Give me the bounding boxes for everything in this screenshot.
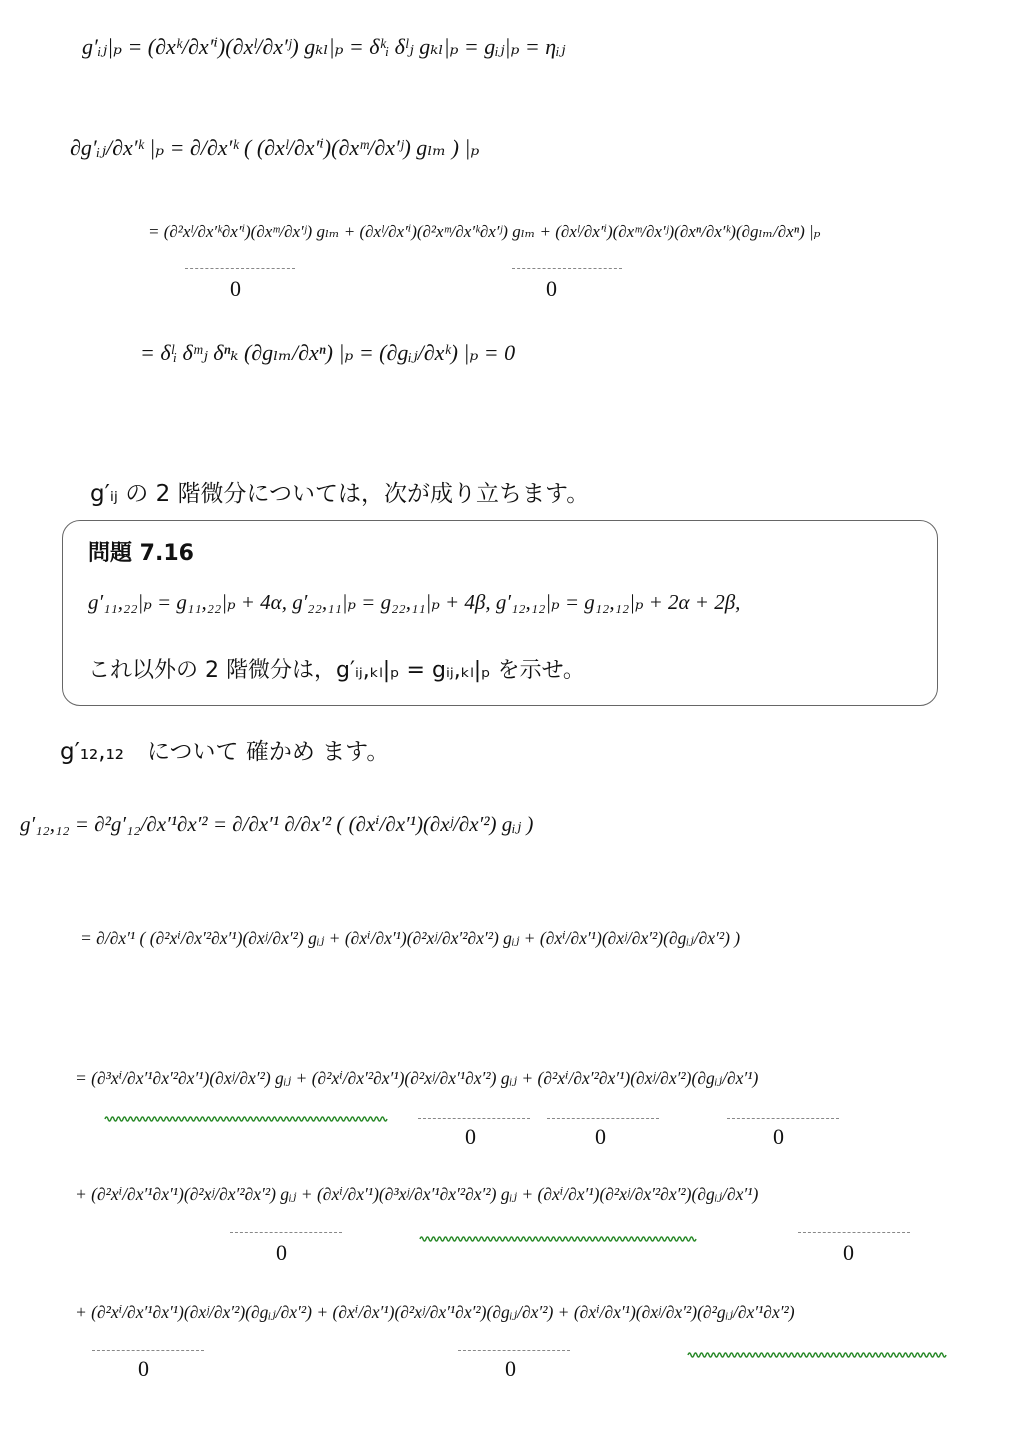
equation-expansion-line3: + (∂²xⁱ/∂x′¹∂x′¹)(∂xʲ/∂x′²)(∂gᵢⱼ/∂x′²) + (∂xⁱ/∂x′¹)(∂²xʲ/∂x′¹∂x′²)(∂gᵢⱼ/∂x′²) + (∂xⁱ/∂x′¹)(∂xʲ/∂x′²)(∂²gᵢⱼ/∂x′¹∂x′²) [75, 1302, 795, 1322]
zero-label: 0 [595, 1124, 606, 1149]
wavy-underline [420, 1234, 695, 1244]
dashed-underline [458, 1350, 570, 1351]
equation-second-derivative-step: = ∂/∂x′¹ ( (∂²xⁱ/∂x′²∂x′¹)(∂xʲ/∂x′²) gᵢⱼ + (∂xⁱ/∂x′¹)(∂²xʲ/∂x′²∂x′²) gᵢⱼ + (∂xⁱ/∂x′¹)(∂xʲ/∂x′²)(∂gᵢⱼ/∂x′²) ) [80, 928, 741, 948]
dashed-underline [185, 268, 295, 269]
zero-label: 0 [276, 1240, 287, 1265]
equation-first-derivative-expanded: = (∂²xˡ/∂x′ᵏ∂x′ⁱ)(∂xᵐ/∂x′ʲ) gₗₘ + (∂xˡ/∂x′ⁱ)(∂²xᵐ/∂x′ᵏ∂x′ʲ) gₗₘ + (∂xˡ/∂x′ⁱ)(∂xᵐ/∂x′ʲ)(∂xⁿ/∂x′ᵏ)(∂gₗₘ/∂xⁿ) |ₚ [148, 222, 821, 241]
intro-text: g′ᵢⱼ の 2 階微分については，次が成り立ちます。 [90, 481, 590, 507]
check-text: g′₁₂,₁₂ について 確かめ ます。 [60, 739, 390, 765]
zero-label: 0 [546, 276, 557, 301]
dashed-underline [230, 1232, 342, 1233]
dashed-underline [512, 268, 622, 269]
equation-first-derivative-result: = δˡᵢ δᵐⱼ δⁿₖ (∂gₗₘ/∂xⁿ) |ₚ = (∂gᵢⱼ/∂xᵏ) |ₚ = 0 [140, 340, 516, 365]
equation-first-derivative: ∂g′ᵢⱼ/∂x′ᵏ |ₚ = ∂/∂x′ᵏ ( (∂xˡ/∂x′ⁱ)(∂xᵐ/∂x′ʲ) gₗₘ ) |ₚ [70, 135, 480, 160]
equation-expansion-line1: = (∂³xⁱ/∂x′¹∂x′²∂x′¹)(∂xʲ/∂x′²) gᵢⱼ + (∂²xⁱ/∂x′²∂x′¹)(∂²xʲ/∂x′¹∂x′²) gᵢⱼ + (∂²xⁱ/∂x′²∂x′¹)(∂xʲ/∂x′²)(∂gᵢⱼ/∂x′¹) [75, 1068, 759, 1088]
equation-expansion-line2: + (∂²xⁱ/∂x′¹∂x′¹)(∂²xʲ/∂x′²∂x′²) gᵢⱼ + (∂xⁱ/∂x′¹)(∂³xʲ/∂x′¹∂x′²∂x′²) gᵢⱼ + (∂xⁱ/∂x′¹)(∂²xʲ/∂x′²∂x′²)(∂gᵢⱼ/∂x′¹) [75, 1184, 759, 1204]
problem-equation: g′₁₁,₂₂|ₚ = g₁₁,₂₂|ₚ + 4α, g′₂₂,₁₁|ₚ = g₂₂,₁₁|ₚ + 4β, g′₁₂,₁₂|ₚ = g₁₂,₁₂|ₚ + 2α + 2β, [88, 590, 741, 614]
zero-label: 0 [505, 1356, 516, 1381]
dashed-underline [418, 1118, 530, 1119]
zero-label: 0 [230, 276, 241, 301]
problem-statement: これ以外の 2 階微分は，g′ᵢⱼ,ₖₗ|ₚ = gᵢⱼ,ₖₗ|ₚ を示せ。 [88, 658, 585, 683]
wavy-underline [105, 1114, 385, 1124]
zero-label: 0 [843, 1240, 854, 1265]
dashed-underline [798, 1232, 910, 1233]
zero-label: 0 [773, 1124, 784, 1149]
wavy-underline [688, 1350, 943, 1360]
zero-label: 0 [465, 1124, 476, 1149]
zero-label: 0 [138, 1356, 149, 1381]
dashed-underline [547, 1118, 659, 1119]
dashed-underline [727, 1118, 839, 1119]
dashed-underline [92, 1350, 204, 1351]
problem-title: 問題 7.16 [88, 541, 194, 566]
equation-metric-at-p: g′ᵢⱼ|ₚ = (∂xᵏ/∂x′ⁱ)(∂xˡ/∂x′ʲ) gₖₗ|ₚ = δᵏᵢ δˡⱼ gₖₗ|ₚ = gᵢⱼ|ₚ = ηᵢⱼ [82, 34, 566, 59]
equation-second-derivative: g′₁₂,₁₂ = ∂²g′₁₂/∂x′¹∂x′² = ∂/∂x′¹ ∂/∂x′² ( (∂xⁱ/∂x′¹)(∂xʲ/∂x′²) gᵢⱼ ) [20, 812, 534, 836]
